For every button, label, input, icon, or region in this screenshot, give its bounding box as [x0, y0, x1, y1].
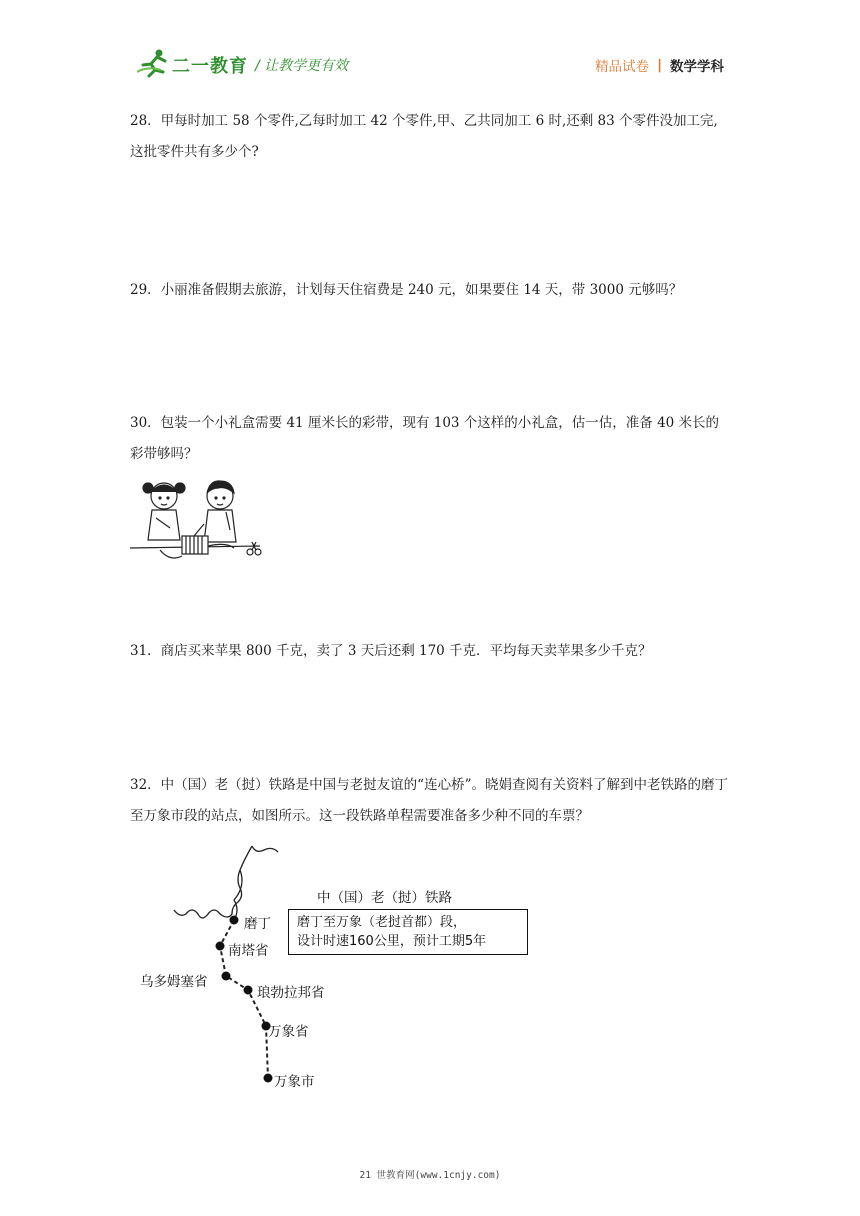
- header-separator: |: [657, 57, 662, 73]
- station-dot-vientiane-city: [264, 1074, 273, 1083]
- header-subject: 数学学科: [670, 59, 724, 75]
- page-footer: 21 世教育网(www.1cnjy.com): [359, 1170, 501, 1181]
- header-right: [595, 55, 724, 75]
- station-label-luangprabang: 琅勃拉邦省: [257, 985, 325, 1001]
- station-dot-moding: [230, 916, 239, 925]
- station-label-vientiane-province: 万象省: [268, 1024, 309, 1040]
- logo-text: 二一教育: [172, 56, 248, 77]
- question-28: 28．甲每时加工 58 个零件,乙每时加工 42 个零件,甲、乙共同加工 6 时,还剩 83 个零件没加工完,这批零件共有多少个?: [130, 113, 718, 160]
- station-label-nanta: 南塔省: [228, 943, 269, 959]
- question-32: 32．中（国）老（挝）铁路是中国与老挝友谊的“连心桥”。晓娟查阅有关资料了解到中老铁路的磨丁至万象市段的站点，如图所示。这一段铁路单程需要准备多少种不同的车票？: [130, 777, 728, 824]
- border-line: [174, 846, 252, 918]
- header-brand: 精品试卷: [595, 59, 650, 75]
- info-line-1: 磨丁至万象（老挝首都）段，: [297, 915, 467, 930]
- question-30: 30．包装一个小礼盒需要 41 厘米长的彩带，现有 103 个这样的小礼盒，估一估，准备 40 米长的彩带够吗？: [130, 415, 720, 462]
- children-gift-illustration: [130, 476, 270, 566]
- station-dot-luangprabang: [244, 986, 253, 995]
- header-slogan: / 让教学更有效: [255, 58, 349, 74]
- logo-runner-icon: [137, 48, 177, 78]
- station-label-vientiane-city: 万象市: [274, 1074, 315, 1090]
- info-line-2: 设计时速160公里，预计工期5年: [297, 934, 487, 949]
- station-dot-oudomxay: [222, 972, 231, 981]
- question-31: 31．商店买来苹果 800 千克，卖了 3 天后还剩 170 千克．平均每天卖苹果多少千克？: [130, 643, 652, 659]
- question-29: 29．小丽准备假期去旅游，计划每天住宿费是 240 元，如果要住 14 天，带 3000 元够吗？: [130, 282, 683, 298]
- station-label-moding: 磨丁: [244, 916, 271, 932]
- station-label-oudomxay: 乌多姆塞省: [140, 974, 208, 990]
- station-dot-nanta: [216, 942, 225, 951]
- railway-title: 中（国）老（挝）铁路: [317, 890, 452, 906]
- railway-info-box: [288, 909, 528, 955]
